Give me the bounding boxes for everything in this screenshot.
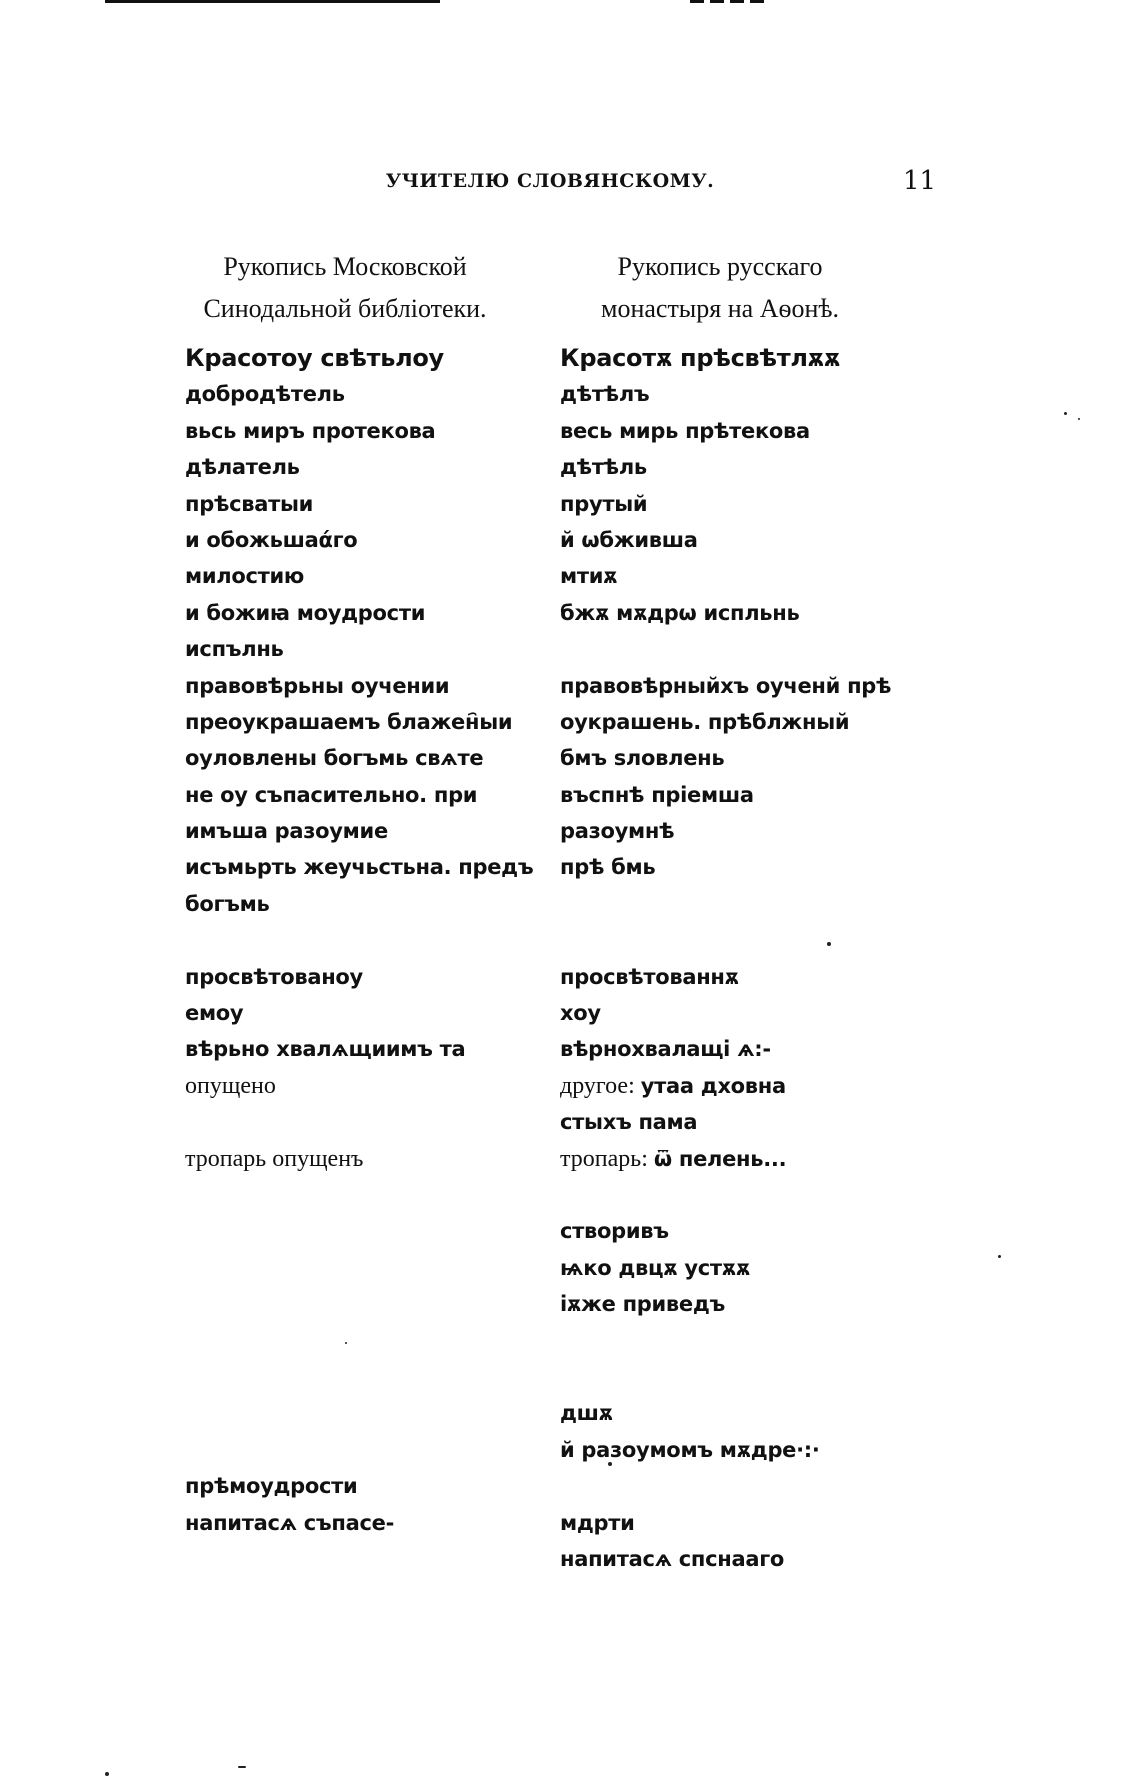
right-column-line xyxy=(560,1068,940,1104)
right-column-line xyxy=(560,777,940,813)
line-text: испълнь xyxy=(185,637,284,662)
left-column-line xyxy=(185,849,565,885)
right-column-line xyxy=(560,631,940,667)
line-text: оуловлены богъмь свѧте xyxy=(185,746,484,771)
left-column-line xyxy=(185,376,565,412)
right-column-line xyxy=(560,1213,940,1249)
left-column-line xyxy=(185,1468,565,1504)
top-dashes xyxy=(690,0,770,3)
left-column-line xyxy=(185,413,565,449)
line-text: дѣтѣлъ xyxy=(560,382,650,407)
right-column-line xyxy=(560,995,940,1031)
line-text: створивъ xyxy=(560,1219,669,1244)
print-speck xyxy=(827,942,831,946)
print-speck xyxy=(105,1772,109,1776)
line-text: просвѣтованнѫ xyxy=(560,964,739,989)
left-column-line xyxy=(185,449,565,485)
line-text: дѣлатель xyxy=(185,455,300,480)
line-text: мтиѫ xyxy=(560,564,618,589)
line-text: бжѫ мѫдрѡ испльнь xyxy=(560,600,800,625)
line-text: дшѫ xyxy=(560,1401,613,1426)
left-column-heading xyxy=(155,246,535,330)
line-text: добродѣтель xyxy=(185,382,345,407)
print-speck xyxy=(998,1255,1001,1258)
line-modern-part: другое: xyxy=(560,1072,641,1099)
left-column-line xyxy=(185,777,565,813)
right-column-line xyxy=(560,595,940,631)
right-column-line xyxy=(560,1104,940,1140)
line-modern-part: тропарь: xyxy=(560,1145,654,1172)
right-column-line xyxy=(560,1177,940,1213)
line-text: емоу xyxy=(185,1001,244,1026)
line-text: правовѣрныйхъ оученй прѣ xyxy=(560,673,892,698)
line-text: просвѣтованоу xyxy=(185,964,363,989)
line-text: милостию xyxy=(185,564,305,589)
line-text: вѣрнохвалащi ѧ:- xyxy=(560,1037,771,1062)
right-column-line xyxy=(560,449,940,485)
right-column-line xyxy=(560,1323,940,1359)
left-column-line xyxy=(185,813,565,849)
left-column-line xyxy=(185,1359,565,1395)
line-text: преоукрашаемъ блажен҄ыи xyxy=(185,709,513,734)
left-column-line xyxy=(185,995,565,1031)
line-text: не оу съпасительно. при xyxy=(185,782,478,807)
line-text: мдрти xyxy=(560,1510,635,1535)
line-text: прутый xyxy=(560,491,648,516)
left-column-line xyxy=(185,1141,565,1177)
right-column-line xyxy=(560,668,940,704)
left-column-line xyxy=(185,1250,565,1286)
print-speck xyxy=(345,1342,347,1344)
left-column-line xyxy=(185,922,565,958)
top-rule xyxy=(105,0,440,3)
line-text: прѣмоудрости xyxy=(185,1474,358,1499)
line-text: вьсь миръ протекова xyxy=(185,418,436,443)
line-text: прѣсватыи xyxy=(185,491,314,516)
line-text: ѩко двцѫ устѫѫ xyxy=(560,1255,751,1280)
line-text: напитасѧ съпасе- xyxy=(185,1510,394,1535)
line-text: правовѣрьны оучении xyxy=(185,673,450,698)
line-text: опущено xyxy=(185,1072,276,1099)
running-title: УЧИТЕЛЮ СЛОВЯНСКОМУ. xyxy=(385,170,715,192)
line-text: разоумнѣ xyxy=(560,819,675,844)
left-column-line xyxy=(185,558,565,594)
line-text: и обожьшаάго xyxy=(185,527,358,552)
left-column-line xyxy=(185,1031,565,1067)
left-column-line xyxy=(185,340,565,376)
left-column-line xyxy=(185,1395,565,1431)
line-text: богъмь xyxy=(185,891,270,916)
line-text: и божиꙗ моудрости xyxy=(185,600,426,625)
left-column-line xyxy=(185,631,565,667)
left-text-column xyxy=(185,340,565,1541)
right-heading-line-2: монастыря на Аѳонѣ. xyxy=(601,294,839,323)
line-text: й разоумомъ мѫдре·:· xyxy=(560,1437,820,1462)
left-column-line xyxy=(185,704,565,740)
left-column-line xyxy=(185,595,565,631)
right-column-line xyxy=(560,558,940,594)
right-column-line xyxy=(560,1395,940,1431)
right-column-line xyxy=(560,1541,940,1577)
line-text: iѫже приведъ xyxy=(560,1292,726,1317)
line-text: имъша разоумие xyxy=(185,819,388,844)
left-column-line xyxy=(185,1505,565,1541)
print-speck xyxy=(1078,418,1080,420)
right-column-line xyxy=(560,1031,940,1067)
right-heading-line-1: Рукопись русскаго xyxy=(617,252,823,281)
left-column-line xyxy=(185,486,565,522)
left-column-line xyxy=(185,1432,565,1468)
line-text: прѣ бмь xyxy=(560,855,656,880)
line-text: оукрашень. прѣблжный xyxy=(560,709,850,734)
line-text: въспнѣ прiемша xyxy=(560,782,754,807)
right-column-heading xyxy=(530,246,910,330)
print-speck xyxy=(1064,412,1067,415)
right-column-line xyxy=(560,1141,940,1177)
line-old-part: ѿ пелень... xyxy=(653,1146,787,1171)
left-column-line xyxy=(185,1177,565,1213)
line-text: весь мирь прѣтекова xyxy=(560,418,810,443)
left-column-line xyxy=(185,522,565,558)
right-column-line xyxy=(560,486,940,522)
left-heading-line-2: Синодальной библіотеки. xyxy=(203,294,487,323)
right-column-line xyxy=(560,376,940,412)
right-column-line xyxy=(560,1468,940,1504)
right-column-line xyxy=(560,704,940,740)
line-text: стыхъ пама xyxy=(560,1110,698,1135)
line-text: Красотѫ прѣсвѣтлѫѫ xyxy=(560,344,841,372)
right-column-line xyxy=(560,1505,940,1541)
line-text: вѣрьно хвалѧщиимъ та xyxy=(185,1037,466,1062)
right-column-line xyxy=(560,413,940,449)
left-column-line xyxy=(185,959,565,995)
left-column-line xyxy=(185,886,565,922)
left-column-line xyxy=(185,1286,565,1322)
left-column-line xyxy=(185,740,565,776)
right-column-line xyxy=(560,813,940,849)
right-column-line xyxy=(560,1432,940,1468)
right-column-line xyxy=(560,340,940,376)
right-text-column xyxy=(560,340,940,1577)
left-column-line xyxy=(185,1213,565,1249)
right-column-line xyxy=(560,922,940,958)
left-column-line xyxy=(185,668,565,704)
right-column-line xyxy=(560,1359,940,1395)
line-text: тропарь опущенъ xyxy=(185,1145,364,1172)
print-speck xyxy=(238,1766,246,1768)
right-column-line xyxy=(560,1250,940,1286)
line-text: хоу xyxy=(560,1001,601,1026)
left-column-line xyxy=(185,1323,565,1359)
line-text: бмъ ѕловлень xyxy=(560,746,725,771)
left-column-line xyxy=(185,1068,565,1104)
line-old-part: утаа дховна xyxy=(640,1073,786,1098)
print-speck xyxy=(608,1462,612,1466)
right-column-line xyxy=(560,522,940,558)
left-column-line xyxy=(185,1104,565,1140)
right-column-line xyxy=(560,959,940,995)
right-column-line xyxy=(560,849,940,885)
line-text: исъмьрть жеучьстьна. предъ xyxy=(185,855,534,880)
line-text: дѣтѣль xyxy=(560,455,647,480)
right-column-line xyxy=(560,740,940,776)
line-text: й ѡбжившa xyxy=(560,527,698,552)
line-text: напитасѧ спснааго xyxy=(560,1546,785,1571)
line-text: Красотоу свѣтьлоу xyxy=(185,344,444,372)
right-column-line xyxy=(560,886,940,922)
page-number: 11 xyxy=(903,166,937,196)
right-column-line xyxy=(560,1286,940,1322)
left-heading-line-1: Рукопись Московской xyxy=(223,252,467,281)
